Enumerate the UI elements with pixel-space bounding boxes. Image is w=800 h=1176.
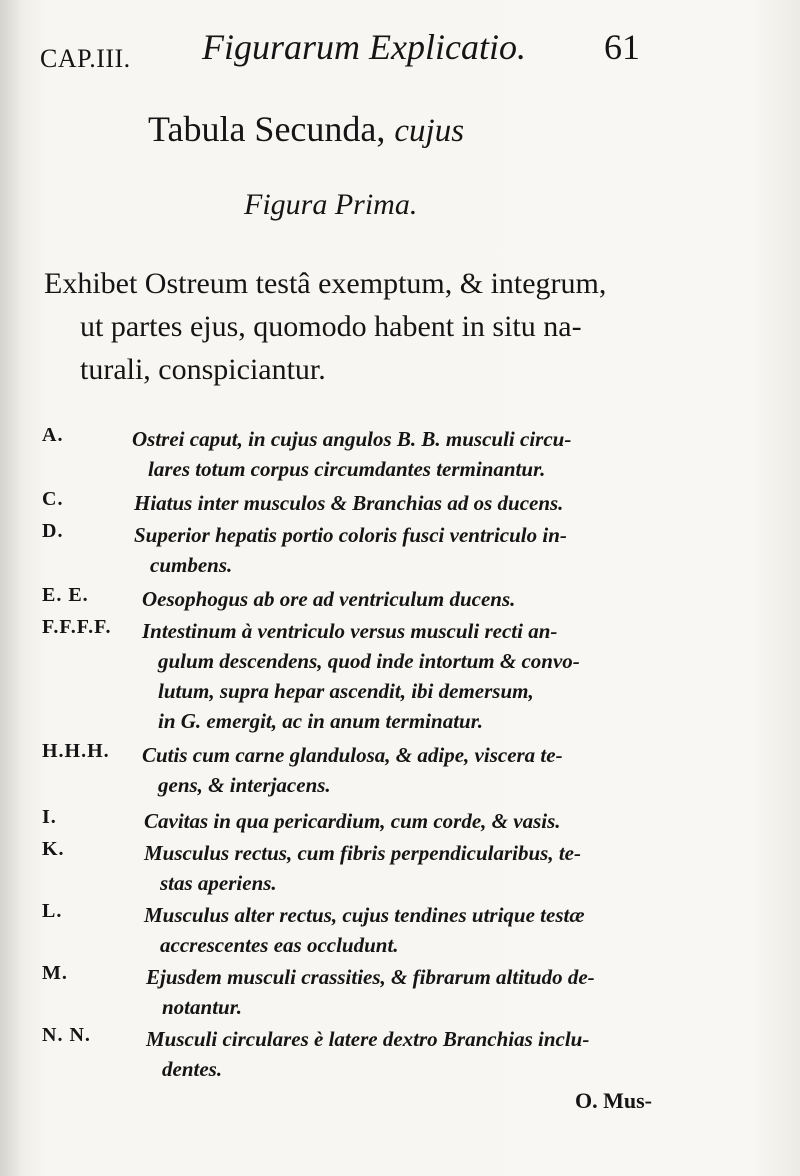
plate-title-italic: cujus bbox=[394, 113, 465, 149]
legend-key: E. E. bbox=[42, 584, 89, 606]
running-title: Figurarum Explicatio. bbox=[202, 27, 526, 67]
legend-description bbox=[142, 584, 515, 614]
legend-description bbox=[146, 962, 595, 1022]
legend-description bbox=[134, 488, 563, 518]
legend-line: Oesophogus ab ore ad ventriculum ducens. bbox=[142, 587, 516, 611]
page-gutter-shadow bbox=[0, 0, 22, 1176]
figure-subtitle: Figura Prima. bbox=[244, 188, 418, 221]
legend-key: N. N. bbox=[42, 1024, 91, 1046]
legend-line: Ejusdem musculi crassities, & fibrarum altitudo de- bbox=[146, 965, 595, 989]
legend-description bbox=[132, 424, 571, 484]
plate-title bbox=[148, 108, 464, 150]
legend-key: H.H.H. bbox=[42, 740, 110, 762]
legend-line: Musculus rectus, cum fibris perpendicularibus, te- bbox=[144, 841, 581, 865]
legend-description bbox=[142, 740, 563, 800]
legend-description bbox=[134, 520, 567, 580]
legend-line: lares totum corpus circumdantes terminantur. bbox=[148, 457, 546, 481]
legend-description bbox=[146, 1024, 589, 1084]
plate-title-main: Tabula Secunda, bbox=[148, 109, 386, 149]
legend-line: gulum descendens, quod inde intortum & convo- bbox=[158, 649, 580, 673]
legend-line: Cutis cum carne glandulosa, & adipe, viscera te- bbox=[142, 743, 563, 767]
legend-description bbox=[144, 900, 585, 960]
catchword: O. Mus- bbox=[575, 1088, 652, 1113]
legend-line: Musculi circulares è latere dextro Branchias inclu- bbox=[146, 1027, 590, 1051]
legend-line: Ostrei caput, in cujus angulos B. B. musculi circu- bbox=[132, 427, 572, 451]
legend-line: Hiatus inter musculos & Branchias ad os ducens. bbox=[134, 491, 564, 515]
legend-line: dentes. bbox=[162, 1057, 223, 1081]
legend-line: Superior hepatis portio coloris fusci ventriculo in- bbox=[134, 523, 567, 547]
legend-line: notantur. bbox=[162, 995, 242, 1019]
legend-key: M. bbox=[42, 962, 68, 984]
legend-key: A. bbox=[42, 424, 64, 446]
page-number: 61 bbox=[604, 27, 640, 67]
legend-line: stas aperiens. bbox=[160, 871, 277, 895]
legend-key: I. bbox=[42, 806, 57, 828]
legend-key: K. bbox=[42, 838, 65, 860]
legend-description bbox=[144, 806, 561, 836]
intro-line: turali, conspiciantur. bbox=[80, 353, 326, 386]
legend-key: L. bbox=[42, 900, 63, 922]
legend-line: lutum, supra hepar ascendit, ibi demersum, bbox=[158, 679, 534, 703]
legend-line: Musculus alter rectus, cujus tendines utrique testæ bbox=[144, 903, 585, 927]
intro-paragraph bbox=[44, 262, 654, 391]
legend-line: gens, & interjacens. bbox=[158, 773, 331, 797]
chapter-label: CAP.III. bbox=[40, 44, 131, 73]
legend-description bbox=[142, 616, 580, 736]
legend-key: C. bbox=[42, 488, 64, 510]
legend-key: F.F.F.F. bbox=[42, 616, 112, 638]
legend-line: cumbens. bbox=[150, 553, 233, 577]
legend-line: in G. emergit, ac in anum terminatur. bbox=[158, 709, 483, 733]
intro-line: ut partes ejus, quomodo habent in situ na- bbox=[80, 310, 582, 343]
legend-line: Intestinum à ventriculo versus musculi recti an- bbox=[142, 619, 558, 643]
legend-description bbox=[144, 838, 581, 898]
legend-line: accrescentes eas occludunt. bbox=[160, 933, 399, 957]
intro-line: Exhibet Ostreum testâ exemptum, & integrum, bbox=[44, 267, 607, 300]
legend-key: D. bbox=[42, 520, 64, 542]
running-header bbox=[40, 22, 640, 82]
legend-line: Cavitas in qua pericardium, cum corde, & vasis. bbox=[144, 809, 561, 833]
